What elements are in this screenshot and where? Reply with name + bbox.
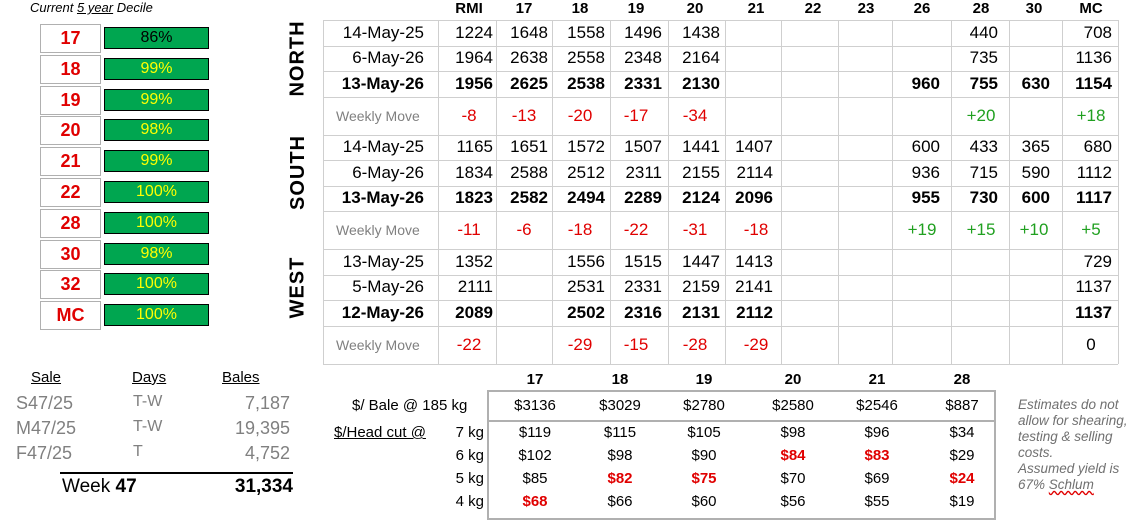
value-cell: 1956 <box>455 73 493 93</box>
value-cell: 1648 <box>510 22 548 42</box>
weekly-move-cell: +15 <box>966 220 996 239</box>
date-cell: 6-May-26 <box>352 48 424 68</box>
total-week: 47 <box>115 476 137 497</box>
decile-value: 99% <box>104 150 209 172</box>
value-cell: 2131 <box>682 302 720 322</box>
column-header: 30 <box>1025 0 1043 17</box>
value-cell: 1112 <box>1076 162 1112 182</box>
weekly-move-label: Weekly Move <box>336 336 420 353</box>
grid-line <box>781 20 782 364</box>
sale-name: M47/25 <box>16 418 77 438</box>
weekly-move-cell: -34 <box>682 105 708 125</box>
value-cell: 2331 <box>624 73 662 93</box>
value-cell: 2348 <box>624 48 662 68</box>
decile-row <box>40 209 177 238</box>
head-value: $60 <box>691 493 717 510</box>
bale-value: $2780 <box>683 397 725 414</box>
value-cell: 955 <box>911 188 940 208</box>
value-cell: 630 <box>1021 73 1050 93</box>
head-value: $90 <box>691 447 717 464</box>
column-header: 21 <box>747 0 765 17</box>
decile-label: 18 <box>40 55 101 84</box>
value-cell: 2588 <box>510 162 548 182</box>
decile-value: 100% <box>104 212 209 234</box>
grid-line <box>1009 20 1010 364</box>
head-value: $19 <box>949 493 975 510</box>
weekly-move-cell: -8 <box>461 105 477 125</box>
grid-line <box>552 20 553 364</box>
value-cell: 2089 <box>455 302 493 322</box>
value-cell: 729 <box>1083 251 1112 271</box>
head-value: $96 <box>864 424 890 441</box>
grid-line <box>438 20 439 364</box>
total-row <box>62 476 137 498</box>
grid-line <box>610 20 611 364</box>
weekly-move-cell: -22 <box>456 334 482 354</box>
value-cell: 433 <box>969 137 998 157</box>
decile-label: 30 <box>40 240 101 269</box>
value-cell: 735 <box>969 48 998 68</box>
weekly-move-cell: -15 <box>623 334 649 354</box>
value-cell: 2625 <box>510 73 548 93</box>
decile-label: 22 <box>40 178 101 207</box>
head-value: $102 <box>518 447 552 464</box>
sale-bales: 4,752 <box>244 443 290 463</box>
head-value: $55 <box>864 493 890 510</box>
date-cell: 5-May-26 <box>352 277 424 297</box>
sale-bales: 19,395 <box>234 418 290 438</box>
column-header: 28 <box>972 0 990 17</box>
total-divider <box>60 472 293 474</box>
head-value: $85 <box>522 470 548 487</box>
head-value: $98 <box>780 424 806 441</box>
weekly-move-label: Weekly Move <box>336 222 420 238</box>
bale-value: $3029 <box>599 397 641 414</box>
decile-label: MC <box>40 301 101 330</box>
value-cell: 2164 <box>682 48 720 68</box>
price-col-header: 20 <box>784 371 802 388</box>
value-cell: 1496 <box>624 22 662 42</box>
value-cell: 2114 <box>736 162 773 182</box>
grid-line <box>323 135 1118 136</box>
value-cell: 1413 <box>735 251 773 271</box>
grid-line <box>951 20 952 364</box>
decile-title: Current 5 year Decile <box>30 0 153 15</box>
value-cell: 2096 <box>735 188 773 208</box>
kg-label: 4 kg <box>455 493 484 510</box>
value-cell: 960 <box>911 73 940 93</box>
price-col-header: 28 <box>953 371 971 388</box>
head-value: $84 <box>780 447 806 464</box>
column-header: RMI <box>455 0 483 17</box>
column-header: 19 <box>627 0 645 17</box>
value-cell: 1447 <box>682 251 720 271</box>
region-label: SOUTH <box>286 135 309 211</box>
head-value: $34 <box>949 424 975 441</box>
grid-line <box>838 20 839 364</box>
value-cell: 1651 <box>510 137 548 157</box>
value-cell: 2638 <box>510 48 548 68</box>
head-value: $66 <box>607 493 633 510</box>
value-cell: 755 <box>969 73 998 93</box>
value-cell: 680 <box>1083 137 1112 157</box>
value-cell: 440 <box>969 22 998 42</box>
sale-name: F47/25 <box>16 443 73 463</box>
value-cell: 2130 <box>682 73 720 93</box>
head-value: $82 <box>607 470 633 487</box>
value-cell: 1558 <box>567 22 605 42</box>
bale-value: $887 <box>945 397 979 414</box>
weekly-move-cell: -28 <box>682 334 708 354</box>
decile-row <box>40 301 177 330</box>
head-value: $68 <box>522 493 548 510</box>
grid-line <box>323 186 1118 187</box>
value-cell: 365 <box>1021 137 1050 157</box>
grid-line <box>1118 20 1119 364</box>
weekly-move-cell: +10 <box>1019 220 1049 239</box>
weekly-move-cell: 0 <box>1086 334 1096 354</box>
value-cell: 1352 <box>455 251 493 271</box>
decile-row <box>40 240 173 269</box>
date-cell: 13-May-26 <box>341 188 424 208</box>
value-cell: 730 <box>969 188 998 208</box>
decile-value: 98% <box>104 119 209 141</box>
grid-line <box>323 71 1118 72</box>
value-cell: 708 <box>1083 22 1112 42</box>
value-cell: 1964 <box>455 48 493 68</box>
head-label: $/Head cut @ <box>334 424 426 441</box>
value-cell: 2502 <box>567 302 605 322</box>
decile-row <box>40 116 173 145</box>
date-cell: 14-May-25 <box>342 22 424 42</box>
sales-header: Bales <box>222 369 260 386</box>
price-col-header: 21 <box>868 371 886 388</box>
grid-line <box>323 160 1118 161</box>
value-cell: 2112 <box>736 302 773 322</box>
weekly-move-cell: -11 <box>457 220 481 239</box>
bale-label: $/ Bale @ 185 kg <box>352 397 468 414</box>
head-value: $83 <box>864 447 890 464</box>
head-value: $29 <box>949 447 975 464</box>
sale-days: T <box>133 443 143 460</box>
value-cell: 2155 <box>682 162 720 182</box>
decile-row <box>40 86 173 115</box>
head-value: $70 <box>780 470 806 487</box>
value-cell: 2289 <box>624 188 662 208</box>
value-cell: 936 <box>911 162 940 182</box>
grid-line <box>725 20 726 364</box>
decile-value: 100% <box>104 304 209 326</box>
value-cell: 1515 <box>624 251 662 271</box>
value-cell: 2531 <box>567 277 605 297</box>
sale-days: T-W <box>133 418 163 435</box>
decile-value: 86% <box>104 27 209 49</box>
column-header: MC <box>1079 0 1103 17</box>
weekly-move-cell: +18 <box>1076 105 1106 125</box>
decile-label: 21 <box>40 147 101 176</box>
value-cell: 1154 <box>1075 73 1112 93</box>
kg-label: 6 kg <box>455 447 484 464</box>
decile-row <box>40 24 173 53</box>
grid-line <box>323 300 1118 301</box>
value-cell: 1165 <box>456 137 493 157</box>
head-value: $115 <box>603 424 637 441</box>
head-value: $98 <box>607 447 633 464</box>
value-cell: 2538 <box>567 73 605 93</box>
column-header: 17 <box>515 0 533 17</box>
date-cell: 14-May-25 <box>342 137 424 157</box>
column-header: 18 <box>571 0 589 17</box>
value-cell: 600 <box>1021 188 1050 208</box>
value-cell: 2512 <box>567 162 605 182</box>
grid-line <box>668 20 669 364</box>
value-cell: 1441 <box>682 137 720 157</box>
weekly-move-cell: -29 <box>567 334 593 354</box>
decile-value: 98% <box>104 243 209 265</box>
grid-line <box>323 20 324 364</box>
grid-line <box>323 97 1118 98</box>
sale-name: S47/25 <box>16 393 74 413</box>
date-cell: 6-May-26 <box>352 162 424 182</box>
grid-line <box>323 211 1118 212</box>
value-cell: 2494 <box>567 188 605 208</box>
sales-header: Sale <box>31 369 62 386</box>
value-cell: 2582 <box>510 188 548 208</box>
value-cell: 2331 <box>624 277 662 297</box>
bale-value: $3136 <box>514 397 556 414</box>
total-label: Week <box>62 476 116 497</box>
sales-header: Days <box>132 369 167 386</box>
kg-label: 5 kg <box>455 470 484 487</box>
decile-label: 20 <box>40 116 101 145</box>
weekly-move-cell: -20 <box>567 105 593 125</box>
value-cell: 1137 <box>1075 277 1112 297</box>
estimates-note: Estimates do not allow for shearing, testing & selling costs. Assumed yield is 67% Schlum <box>1018 397 1128 492</box>
grid-line <box>323 249 1118 250</box>
grid-line <box>323 20 1118 21</box>
column-header: 23 <box>857 0 875 17</box>
weekly-move-cell: -18 <box>743 220 769 239</box>
weekly-move-cell: -6 <box>516 220 532 239</box>
kg-label: 7 kg <box>455 424 484 441</box>
date-cell: 13-May-25 <box>342 251 424 271</box>
head-value: $56 <box>780 493 806 510</box>
value-cell: 1224 <box>455 22 493 42</box>
decile-row <box>40 55 173 84</box>
weekly-move-cell: -22 <box>623 220 649 239</box>
value-cell: 1823 <box>455 188 493 208</box>
value-cell: 2159 <box>682 277 720 297</box>
grid-line <box>323 46 1118 47</box>
value-cell: 590 <box>1021 162 1050 182</box>
column-header: 26 <box>913 0 931 17</box>
value-cell: 1572 <box>567 137 605 157</box>
sale-bales: 7,187 <box>244 393 290 413</box>
value-cell: 2124 <box>682 188 720 208</box>
value-cell: 1136 <box>1075 48 1112 68</box>
decile-value: 100% <box>104 181 209 203</box>
decile-value: 99% <box>104 89 209 111</box>
grid-line <box>892 20 893 364</box>
head-value: $24 <box>949 470 975 487</box>
head-value: $69 <box>864 470 890 487</box>
decile-value: 100% <box>104 273 209 295</box>
value-cell: 1117 <box>1076 188 1112 208</box>
value-cell: 1137 <box>1075 302 1112 322</box>
column-header: 20 <box>686 0 704 17</box>
weekly-move-cell: +5 <box>1081 220 1101 239</box>
head-value: $119 <box>518 424 552 441</box>
decile-label: 19 <box>40 86 101 115</box>
value-cell: 600 <box>911 137 940 157</box>
date-cell: 13-May-26 <box>341 73 424 93</box>
weekly-move-label: Weekly Move <box>336 107 420 124</box>
bale-value: $2546 <box>856 397 898 414</box>
weekly-move-cell: -18 <box>567 220 593 239</box>
price-col-header: 19 <box>695 371 713 388</box>
grid-line <box>323 326 1118 327</box>
weekly-move-cell: +19 <box>907 220 937 239</box>
date-cell: 12-May-26 <box>341 302 424 322</box>
value-cell: 2558 <box>567 48 605 68</box>
decile-row <box>40 178 177 207</box>
value-cell: 1507 <box>624 137 662 157</box>
value-cell: 1556 <box>567 251 605 271</box>
value-cell: 2316 <box>624 302 662 322</box>
region-label: WEST <box>286 256 309 319</box>
value-cell: 1438 <box>682 22 720 42</box>
weekly-move-cell: -29 <box>743 334 769 354</box>
value-cell: 1834 <box>455 162 493 182</box>
value-cell: 2141 <box>735 277 773 297</box>
value-cell: 715 <box>969 162 998 182</box>
decile-row <box>40 147 173 176</box>
bale-value: $2580 <box>772 397 814 414</box>
grid-line <box>323 364 1118 365</box>
decile-row <box>40 270 177 299</box>
weekly-move-cell: -31 <box>682 220 708 239</box>
value-cell: 2311 <box>625 162 662 182</box>
value-cell: 1407 <box>735 137 773 157</box>
region-label: NORTH <box>286 20 309 97</box>
sale-days: T-W <box>133 393 163 410</box>
decile-label: 28 <box>40 209 101 238</box>
weekly-move-cell: -13 <box>511 105 537 125</box>
head-value: $105 <box>687 424 721 441</box>
decile-label: 17 <box>40 24 101 53</box>
price-col-header: 17 <box>526 371 544 388</box>
decile-value: 99% <box>104 58 209 80</box>
column-header: 22 <box>804 0 822 17</box>
price-col-header: 18 <box>611 371 629 388</box>
decile-label: 32 <box>40 270 101 299</box>
total-bales: 31,334 <box>234 476 293 497</box>
weekly-move-cell: +20 <box>966 105 996 125</box>
head-value: $75 <box>691 470 717 487</box>
value-cell: 2111 <box>457 277 493 297</box>
grid-line <box>323 275 1118 276</box>
grid-line <box>496 20 497 364</box>
grid-line <box>1062 20 1063 364</box>
weekly-move-cell: -17 <box>623 105 649 125</box>
